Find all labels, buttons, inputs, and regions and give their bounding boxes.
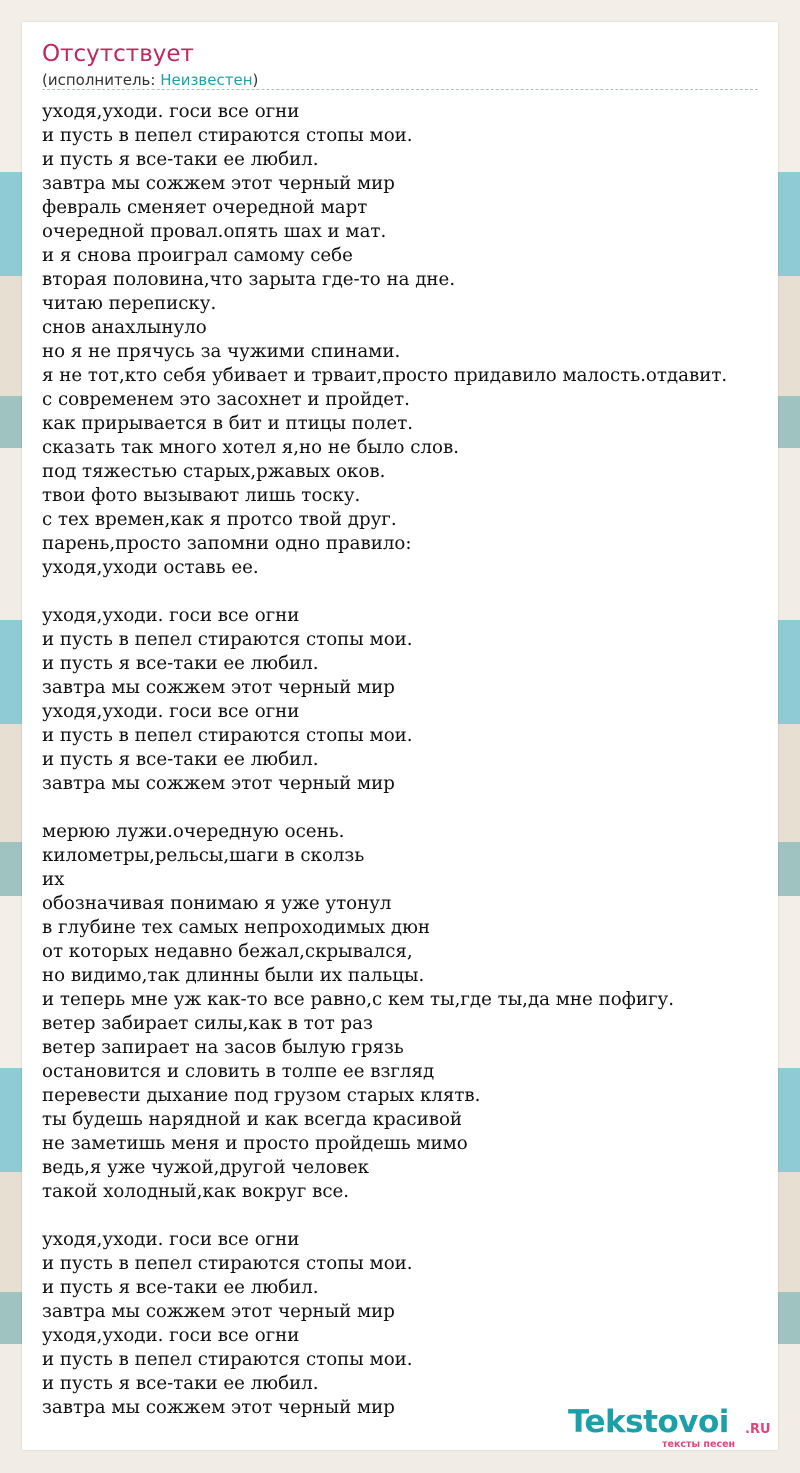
- title-divider: [42, 89, 758, 90]
- lyric-line: и пусть в пепел стираются стопы мои.: [42, 1349, 413, 1370]
- lyric-line: ветер запирает на засов былую грязь: [42, 1037, 404, 1058]
- lyric-line: и пусть я все-таки ее любил.: [42, 1373, 319, 1394]
- lyric-line: завтра мы сожжем этот черный мир: [42, 173, 395, 194]
- lyric-line: снов анахлынуло: [42, 317, 207, 338]
- lyric-line: уходя,уходи. госи все огни: [42, 1325, 300, 1346]
- lyric-line: очередной провал.опять шах и мат.: [42, 221, 387, 242]
- artist-line: [42, 71, 258, 89]
- lyric-line: километры,рельсы,шаги в сколзь: [42, 845, 365, 866]
- lyric-line: и пусть я все-таки ее любил.: [42, 149, 319, 170]
- lyric-line: обозначивая понимаю я уже утонул: [42, 893, 392, 914]
- lyric-line: ведь,я уже чужой,другой человек: [42, 1157, 370, 1178]
- song-title: Отсутствует: [42, 41, 194, 67]
- logo-tagline: тексты песен: [662, 1439, 736, 1450]
- lyric-line: и пусть я все-таки ее любил.: [42, 749, 319, 770]
- stanza-break: [42, 796, 727, 820]
- lyric-line: с современем это засохнет и пройдет.: [42, 389, 410, 410]
- lyric-line: уходя,уходи. госи все огни: [42, 701, 300, 722]
- lyric-line: завтра мы сожжем этот черный мир: [42, 677, 395, 698]
- lyric-line: вторая половина,что зарыта где-то на дне.: [42, 269, 456, 290]
- lyric-line: твои фото вызывают лишь тоску.: [42, 485, 361, 506]
- lyric-line: завтра мы сожжем этот черный мир: [42, 1301, 395, 1322]
- lyric-line: февраль сменяет очередной март: [42, 197, 368, 218]
- lyric-line: сказать так много хотел я,но не было слов.: [42, 437, 459, 458]
- lyric-line: от которых недавно бежал,скрывался,: [42, 941, 413, 962]
- lyric-line: не заметишь меня и просто пройдешь мимо: [42, 1133, 468, 1154]
- lyric-line: парень,просто запомни одно правило:: [42, 533, 412, 554]
- lyric-line: и я снова проиграл самому себе: [42, 245, 353, 266]
- lyric-line: и пусть в пепел стираются стопы мои.: [42, 125, 413, 146]
- artist-prefix: (исполнитель:: [42, 71, 161, 89]
- lyric-line: под тяжестью старых,ржавых оков.: [42, 461, 386, 482]
- lyric-line: уходя,уходи. госи все огни: [42, 101, 300, 122]
- lyric-line: но видимо,так длинны были их пальцы.: [42, 965, 425, 986]
- lyric-line: завтра мы сожжем этот черный мир: [42, 773, 395, 794]
- lyrics-text: [42, 100, 727, 1420]
- lyric-line: как прирывается в бит и птицы полет.: [42, 413, 414, 434]
- lyric-line: уходя,уходи. госи все огни: [42, 605, 300, 626]
- lyric-line: и пусть в пепел стираются стопы мои.: [42, 1253, 413, 1274]
- stanza-break: [42, 580, 727, 604]
- lyric-line: мерюю лужи.очередную осень.: [42, 821, 345, 842]
- lyric-line: уходя,уходи оставь ее.: [42, 557, 259, 578]
- logo-name: Tekstovoi: [568, 1404, 729, 1440]
- lyric-line: читаю переписку.: [42, 293, 217, 314]
- lyric-line: с тех времен,как я протсо твой друг.: [42, 509, 397, 530]
- lyric-line: завтра мы сожжем этот черный мир: [42, 1397, 395, 1418]
- site-logo[interactable]: [568, 1404, 778, 1448]
- lyric-line: их: [42, 869, 65, 890]
- artist-suffix: ): [252, 71, 259, 89]
- lyric-line: в глубине тех самых непроходимых дюн: [42, 917, 431, 938]
- lyric-line: ты будешь нарядной и как всегда красивой: [42, 1109, 463, 1130]
- lyric-line: и пусть в пепел стираются стопы мои.: [42, 725, 413, 746]
- stanza-break: [42, 1204, 727, 1228]
- lyric-line: и пусть в пепел стираются стопы мои.: [42, 629, 413, 650]
- artist-link[interactable]: Неизвестен: [160, 71, 253, 89]
- lyric-line: и пусть я все-таки ее любил.: [42, 1277, 319, 1298]
- lyric-line: такой холодный,как вокруг все.: [42, 1181, 350, 1202]
- lyric-line: уходя,уходи. госи все огни: [42, 1229, 300, 1250]
- lyric-line: и пусть я все-таки ее любил.: [42, 653, 319, 674]
- lyrics-card: [22, 22, 778, 1450]
- lyric-line: остановится и словить в толпе ее взгляд: [42, 1061, 435, 1082]
- lyric-line: ветер забирает силы,как в тот раз: [42, 1013, 373, 1034]
- logo-tld: .RU: [745, 1422, 771, 1437]
- lyric-line: я не тот,кто себя убивает и трваит,просто придавило малость.отдавит.: [42, 365, 728, 386]
- lyric-line: но я не прячусь за чужими спинами.: [42, 341, 401, 362]
- lyric-line: перевести дыхание под грузом старых клятв.: [42, 1085, 481, 1106]
- lyric-line: и теперь мне уж как-то все равно,с кем ты,где ты,да мне пофигу.: [42, 989, 675, 1010]
